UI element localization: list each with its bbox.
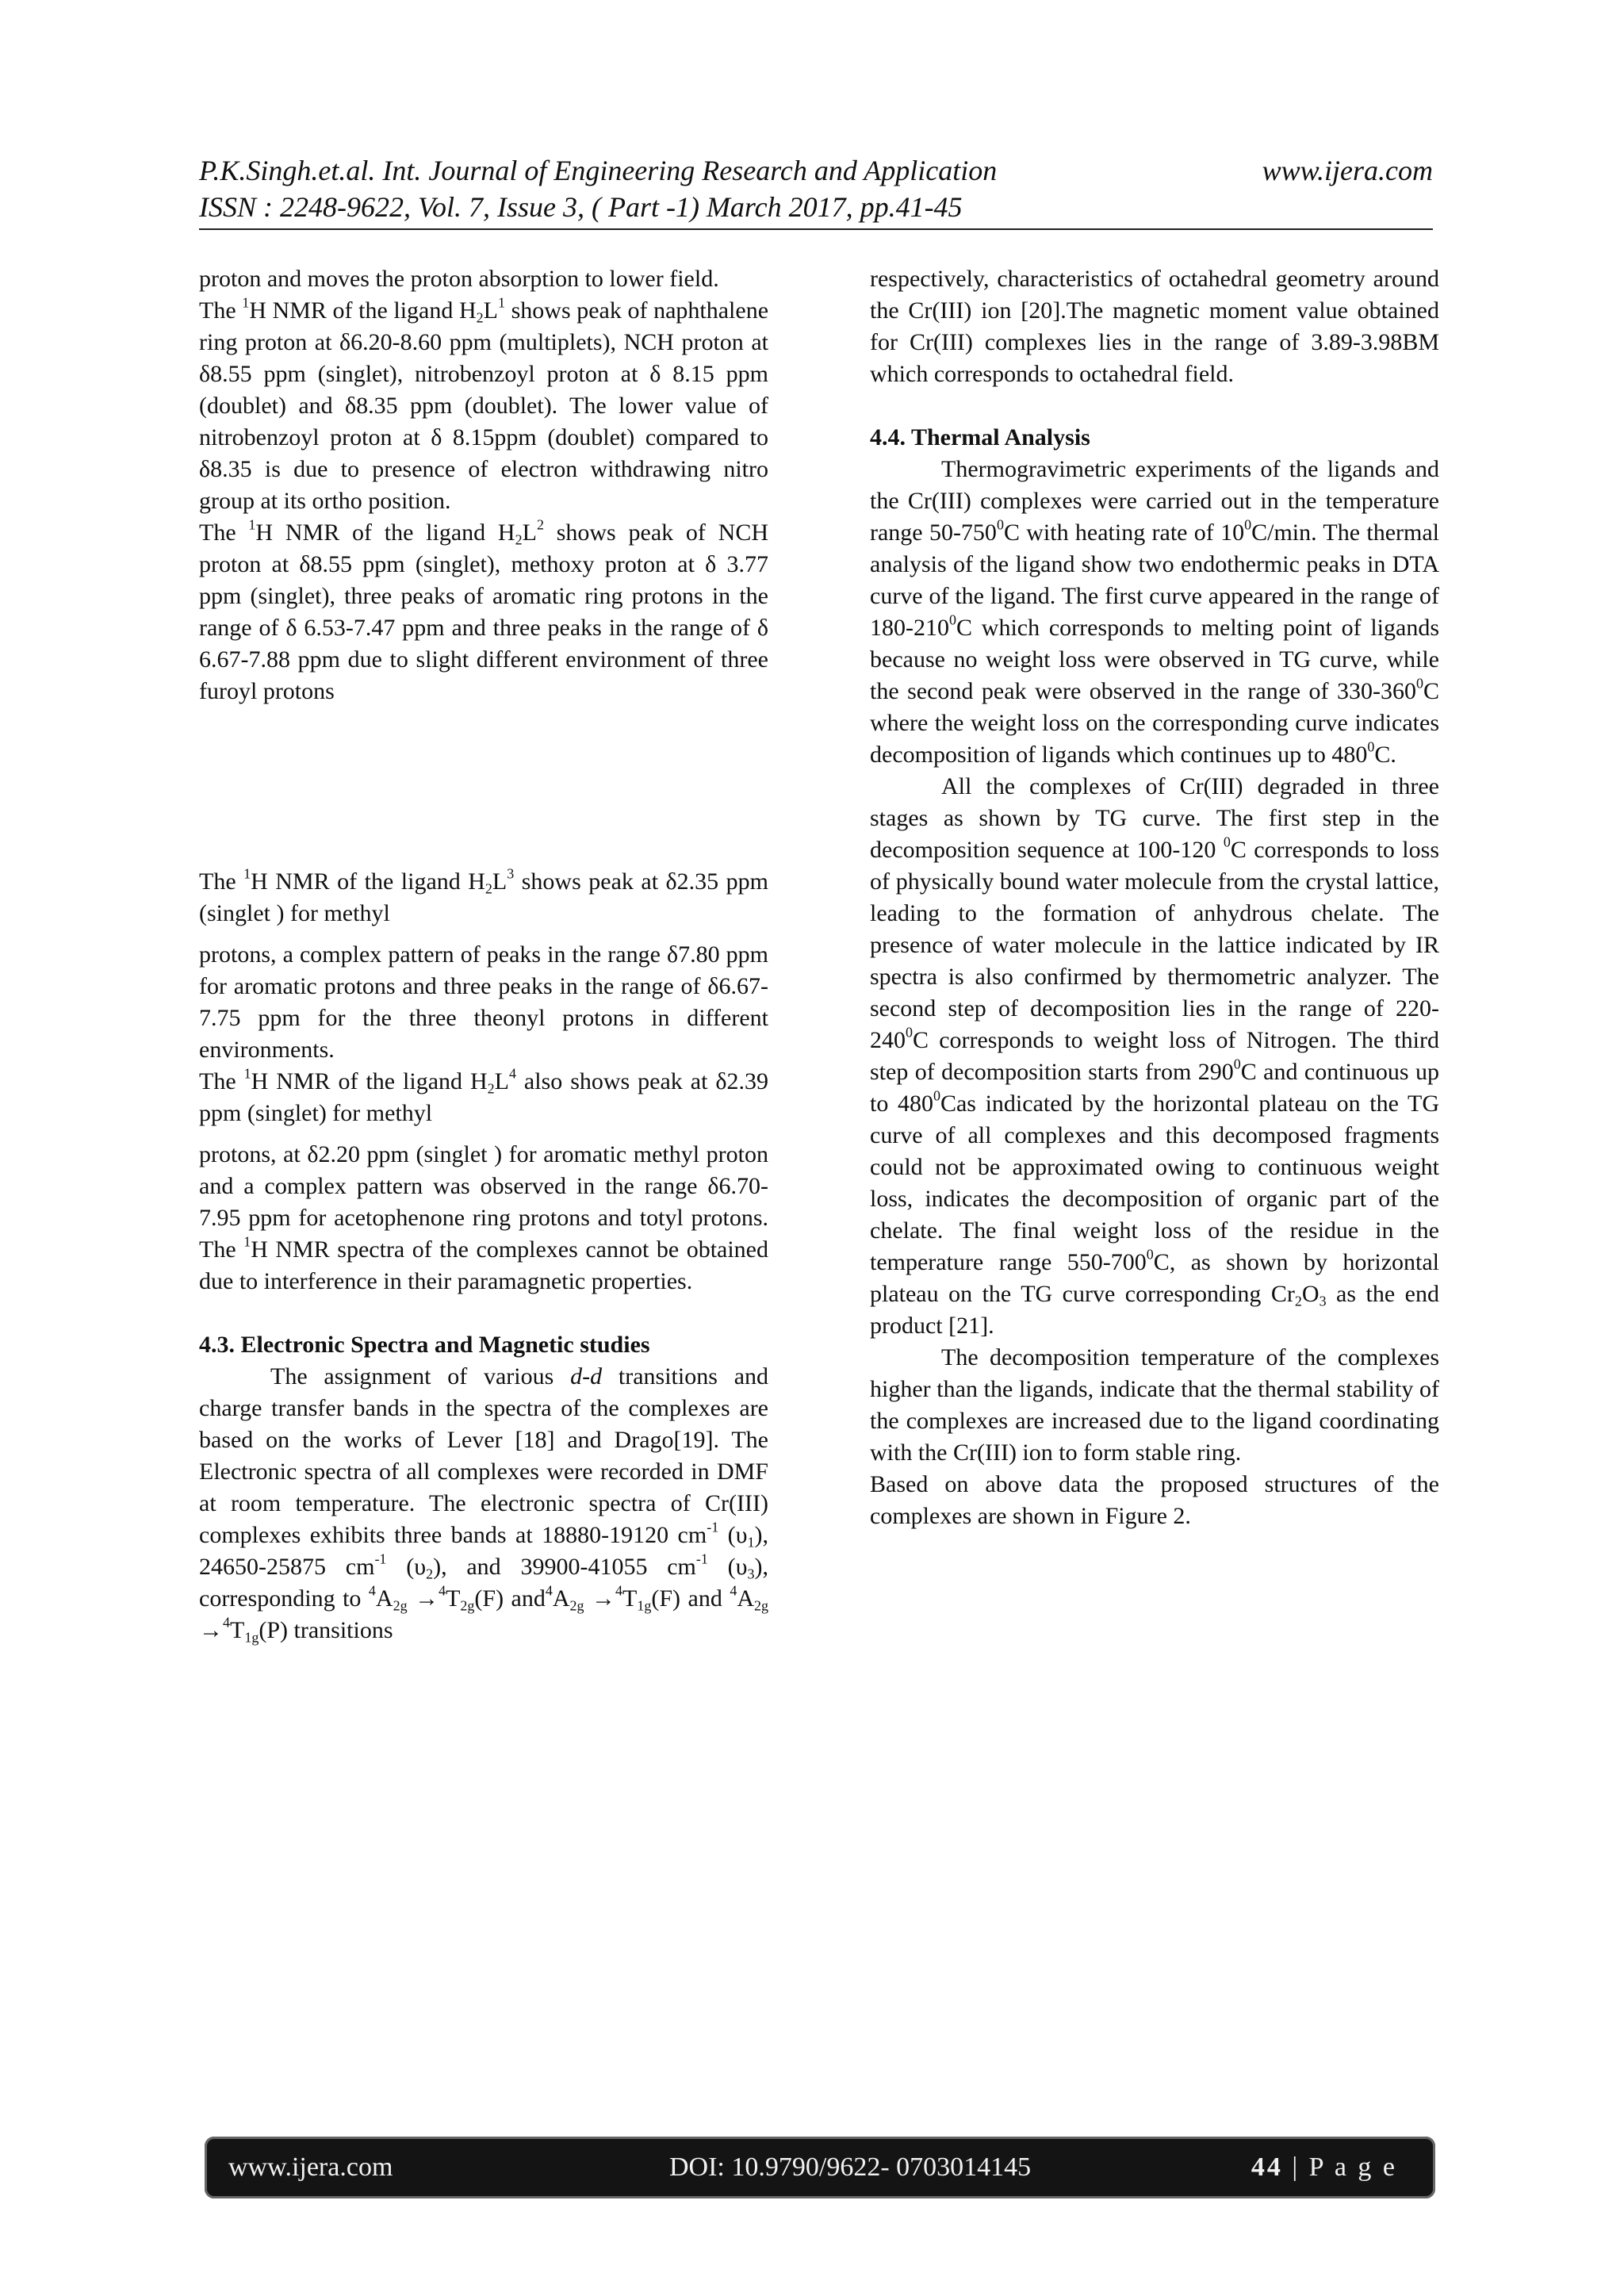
paragraph: protons, at δ2.20 ppm (singlet ) for aromatic methyl proton and a complex pattern was observed in the range δ6.70-7.95 ppm for acetophenone ring protons and totyl protons. The $^1$H NMR spectra of the complexes cannot be obtained due to interference in their paramagnetic properties. [199,1141,768,1294]
paragraph-h2l1-nmr: The $^1$H NMR of the ligand $H_2L^1$ shows peak of naphthalene ring proton at δ6.20-8.60 ppm (multiplets), NCH proton at δ8.55 ppm (singlet), nitrobenzoyl proton at δ 8.15 ppm (doublet) and δ8.35 ppm (doublet). The lower value of nitrobenzoyl proton at δ 8.15ppm (doublet) compared to δ8.35 is due to presence of electron withdrawing nitro group at its ortho position. [199,294,769,514]
footer-website[interactable]: www.ijera.com [228,2152,393,2182]
footer-page-number: 44 | P a g e [1251,2152,1397,2182]
paragraph-h2l3-nmr: The $^1$H NMR of the ligand $H_2L^3$ shows peak at δ2.35 ppm (singlet ) for methyl [199,865,768,926]
left-column [199,263,768,1646]
paragraph: Based on above data the proposed structures of the complexes are shown in Figure 2. [870,1471,1439,1529]
paragraph-thermal-analysis: Thermogravimetric experiments of the ligands and the Cr(III) complexes were carried out in the temperature range $50-750^0C$ with heating rate of $10^0C/\min$. The thermal analysis of the ligand show two endothermic peaks in DTA curve of the ligand. The first curve appeared in the range of $180-210^0C$ which corresponds to melting point of ligands because no weight loss were observed in TG curve, while the second peak were observed in the range of $330-360^0C$ where the weight loss on the corresponding curve indicates decomposition of ligands which continues up to $480^0C$. [870,456,1439,768]
right-column [870,263,1439,1532]
section-heading-4-3: 4.3. Electronic Spectra and Magnetic studies [199,1332,650,1358]
paragraph: The decomposition temperature of the complexes higher than the ligands, indicate that the thermal stability of the complexes are increased due to the ligand coordinating with the Cr(III) ion to form stable ring. [870,1344,1439,1466]
paragraph: respectively, characteristics of octahedral geometry around the Cr(III) ion [20].The magnetic moment value obtained for Cr(III) complexes lies in the range of 3.89-3.98BM which corresponds to octahedral field. [870,266,1439,387]
paragraph-decomposition: All the complexes of Cr(III) degraded in three stages as shown by TG curve. The first step in the decomposition sequence at 100-120 $^0$C corresponds to loss of physically bound water molecule from the crystal lattice, leading to the formation of anhydrous chelate. The presence of water molecule in the lattice indicated by IR spectra is also confirmed by thermometric analyzer. The second step of decomposition lies in the range of $220-240^0C$ corresponds to weight loss of Nitrogen. The third step of decomposition starts from $290^0C$ and continuous up to $480^0Cas$ indicated by the horizontal plateau on the TG curve of all complexes and this decomposed fragments could not be approximated owing to continuous weight loss, indicates the decomposition of organic part of the chelate. The final weight loss of the residue in the temperature range $550-700^0C$, as shown by horizontal plateau on the TG curve corresponding $Cr_2O_3$ as the end product [21]. [870,773,1439,1339]
journal-title: P.K.Singh.et.al. Int. Journal of Engineering Research and Application [199,155,998,186]
paragraph: proton and moves the proton absorption to lower field. [199,266,719,292]
header-divider [199,228,1433,230]
journal-website[interactable]: www.ijera.com [1262,155,1433,186]
section-heading-4-4: 4.4. Thermal Analysis [870,424,1090,450]
paragraph: protons, a complex pattern of peaks in the range δ7.80 ppm for aromatic protons and three peaks in the range of δ6.67-7.75 ppm for the three theonyl protons in different environments. [199,941,768,1063]
issn-line: ISSN : 2248-9622, Vol. 7, Issue 3, ( Part -1) March 2017, pp.41-45 [199,191,963,223]
page-footer [205,2137,1435,2198]
paragraph-h2l4-nmr: The $^1$H NMR of the ligand $H_2L^4$ also shows peak at δ2.39 ppm (singlet) for methyl [199,1065,768,1126]
running-header [199,152,1433,225]
paragraph-h2l2-nmr: The $^1$H NMR of the ligand $H_2L^2$ shows peak of NCH proton at δ8.55 ppm (singlet), methoxy proton at δ 3.77 ppm (singlet), three peaks of aromatic ring protons in the range of δ 6.53-7.47 ppm and three peaks in the range of δ 6.67-7.88 ppm due to slight different environment of three furoyl protons [199,516,769,704]
paragraph-electronic-spectra: The assignment of various d-d transitions and charge transfer bands in the spectra of the complexes are based on the works of Lever [18] and Drago[19]. The Electronic spectra of all complexes were recorded in DMF at room temperature. The electronic spectra of Cr(III) complexes exhibits three bands at 18880-19120 $cm^{-1}$ $(\upsilon_1)$, 24650-25875 $cm^{-1}$ $(\upsilon_2)$, and 39900-41055 $cm^{-1}$ $(\upsilon_3)$, corresponding to $^4A_{2g} \to^4T_{2g}(F)$ $and^4A_{2g} \to^4T_{1g}(F)$ and $^4A_{2g} \to^4T_{1g}(P)$ transitions [199,1363,769,1646]
footer-doi: DOI: 10.9790/9622- 0703014145 [669,2152,1032,2182]
blank-gap [199,707,768,866]
